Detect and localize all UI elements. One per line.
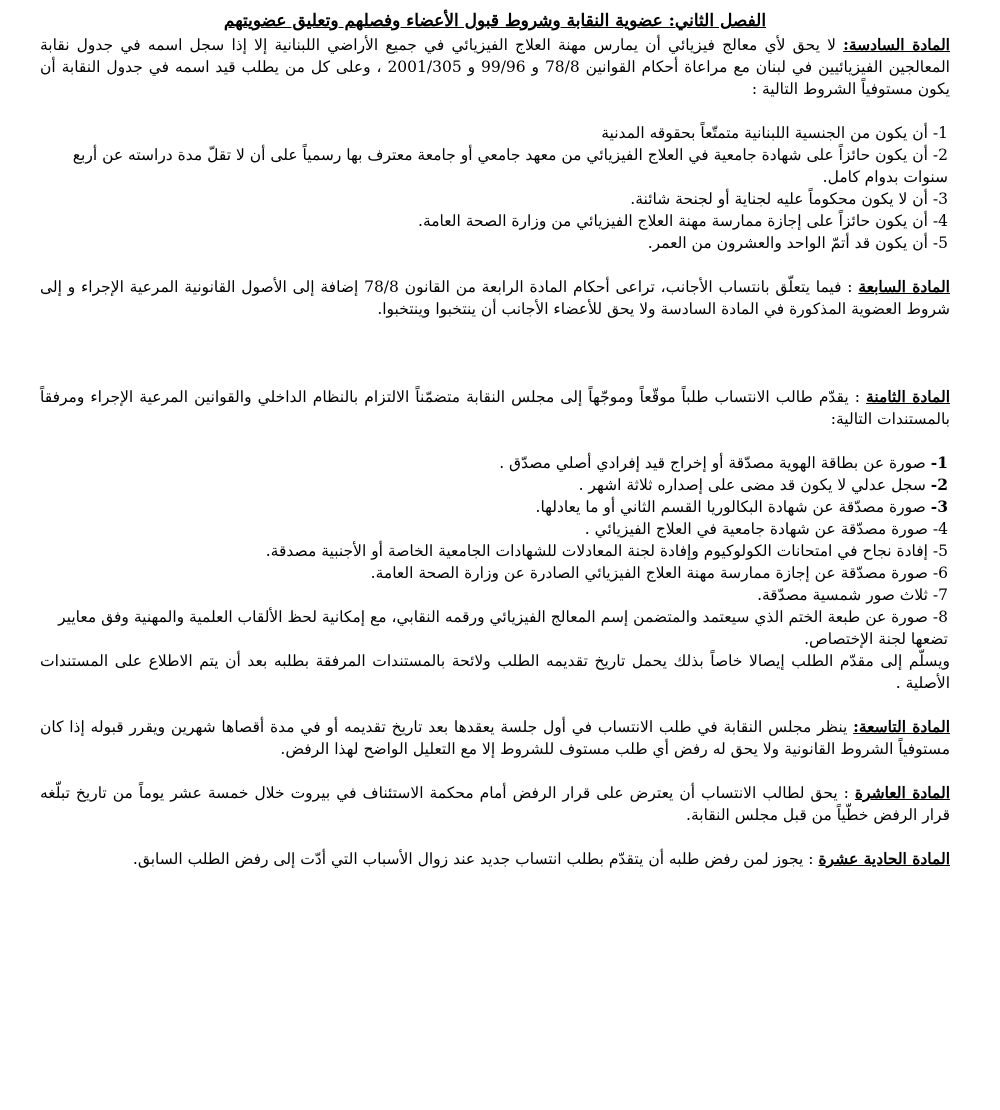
list-item — [40, 518, 950, 540]
spacer — [40, 760, 950, 782]
article-6 — [40, 34, 950, 100]
item-number: 7- — [932, 586, 948, 604]
item-number: 3- — [930, 497, 948, 516]
list-item — [40, 584, 950, 606]
article-6-text: لا يحق لأي معالج فيزيائي أن يمارس مهنة العلاج الفيزيائي في جميع الأراضي اللبنانية إلا إذا سجل اسمه في جدول نقابة المعالجين الفيزيائيين في لبنان مع مراعاة أحكام القوانين 78/8 و 99/96 و 2001/305 ، وعلى كل من يطلب قيد اسمه في جدول النقابة أن يكون مستوفياً الشروط التالية : — [40, 36, 950, 98]
list-item: 2- أن يكون حائزاً على شهادة جامعية في العلاج الفيزيائي من معهد جامعي أو جامعة معترف بها رسمياً على أن لا تقلّ مدة دراسته عن أربع سنوات بدوام كامل. — [72, 146, 948, 186]
article-9 — [40, 716, 950, 760]
item-text: صورة مصدّقة عن شهادة جامعية في العلاج الفيزيائي . — [584, 520, 933, 538]
item-number: 1- — [930, 453, 948, 472]
article-6-conditions — [40, 122, 950, 254]
spacer — [40, 254, 950, 276]
article-8-label: المادة الثامنة — [866, 387, 950, 406]
item-number: 2- — [930, 475, 948, 494]
article-6-label: المادة السادسة: — [843, 35, 950, 54]
item-number: 4- — [932, 520, 948, 538]
article-7 — [40, 276, 950, 320]
list-item — [40, 474, 950, 496]
article-7-label: المادة السابعة — [858, 277, 950, 296]
list-item: 3- أن لا يكون محكوماً عليه لجناية أو لجنحة شائنة. — [630, 190, 948, 208]
article-10 — [40, 782, 950, 826]
article-7-text: : فيما يتعلّق بانتساب الأجانب، تراعى أحكام المادة الرابعة من القانون 78/8 إضافة إلى الأصول القانونية المرعية الإجراء و إلى شروط العضوية المذكورة في المادة السادسة ولا يحق للأعضاء الأجانب أن ينتخبوا وينتخبوا. — [40, 278, 950, 318]
article-10-text: : يحق لطالب الانتساب أن يعترض على قرار الرفض أمام محكمة الاستئناف في بيروت خلال خمسة عشر يوماً من تاريخ تبلّغه قرار الرفض خطّياً من قبل مجلس النقابة. — [40, 784, 950, 824]
article-9-text: ينظر مجلس النقابة في طلب الانتساب في أول جلسة يعقدها بعد تاريخ تقديمه أو في مدة أقصاها شهرين ويقرر قبوله إذا كان مستوفياً الشروط القانونية ولا يحق له رفض أي طلب مستوف للشروط إلا مع التعليل الواضح لهذا الرفض. — [40, 718, 950, 758]
article-11-text: : يجوز لمن رفض طلبه أن يتقدّم بطلب انتساب جديد عند زوال الأسباب التي أدّت إلى رفض الطلب السابق. — [132, 850, 819, 868]
list-item — [40, 496, 950, 518]
item-number: 5- — [932, 542, 948, 560]
spacer — [40, 430, 950, 452]
item-text: إفادة نجاح في امتحانات الكولوكيوم وإفادة لجنة المعادلات للشهادات الجامعية الخاصة أو الأجنبية مصدقة. — [265, 542, 933, 560]
list-item: 5- أن يكون قد أتمّ الواحد والعشرون من العمر. — [647, 234, 948, 252]
spacer — [40, 100, 950, 122]
item-text: سجل عدلي لا يكون قد مضى على إصداره ثلاثة اشهر . — [578, 476, 931, 494]
list-item — [40, 562, 950, 584]
list-item — [40, 606, 950, 650]
item-text: صورة عن طبعة الختم الذي سيعتمد والمتضمن إسم المعالج الفيزيائي ورقمه النقابي، مع إمكانية لحظ الألقاب العلمية والمهنية وفق معايير تضعها لجنة الإختصاص. — [58, 608, 948, 648]
spacer — [40, 694, 950, 716]
list-item — [40, 452, 950, 474]
list-item: 4- أن يكون حائزاً على إجازة ممارسة مهنة العلاج الفيزيائي من وزارة الصحة العامة. — [418, 212, 948, 230]
item-number: 8- — [932, 608, 948, 626]
chapter-title: الفصل الثاني: عضوية النقابة وشروط قبول الأعضاء وفصلهم وتعليق عضويتهم — [223, 11, 767, 31]
article-11-label: المادة الحادية عشرة — [818, 849, 950, 868]
item-text: ثلاث صور شمسية مصدّقة. — [757, 586, 933, 604]
article-11 — [40, 848, 950, 870]
article-8-documents — [40, 452, 950, 650]
spacer — [40, 320, 950, 386]
item-number: 6- — [932, 564, 948, 582]
article-8-closing: ويسلّم إلى مقدّم الطلب إيصالا خاصاً بذلك يحمل تاريخ تقديمه الطلب ولائحة بالمستندات المرفقة بطلبه بعد أن يتم الاطلاع على المستندات الأصلية . — [40, 652, 950, 692]
item-text: صورة مصدّقة عن إجازة ممارسة مهنة العلاج الفيزيائي الصادرة عن وزارة الصحة العامة. — [370, 564, 933, 582]
list-item: 1- أن يكون من الجنسية اللبنانية متمتّعاً بحقوقه المدنية — [601, 124, 948, 142]
article-10-label: المادة العاشرة — [854, 783, 951, 802]
article-9-label: المادة التاسعة: — [853, 717, 951, 736]
item-text: صورة مصدّقة عن شهادة البكالوريا القسم الثاني أو ما يعادلها. — [535, 498, 931, 516]
item-text: صورة عن بطاقة الهوية مصدّقة أو إخراج قيد إفرادي أصلي مصدّق . — [499, 454, 931, 472]
article-8-text: : يقدّم طالب الانتساب طلباً موقّعاً وموجّهاً إلى مجلس النقابة متضمّناً الالتزام بالنظام الداخلي والقوانين المرعية الإجراء ومرفقاً بالمستندات التالية: — [40, 388, 950, 428]
spacer — [40, 826, 950, 848]
list-item — [40, 540, 950, 562]
article-8 — [40, 386, 950, 430]
